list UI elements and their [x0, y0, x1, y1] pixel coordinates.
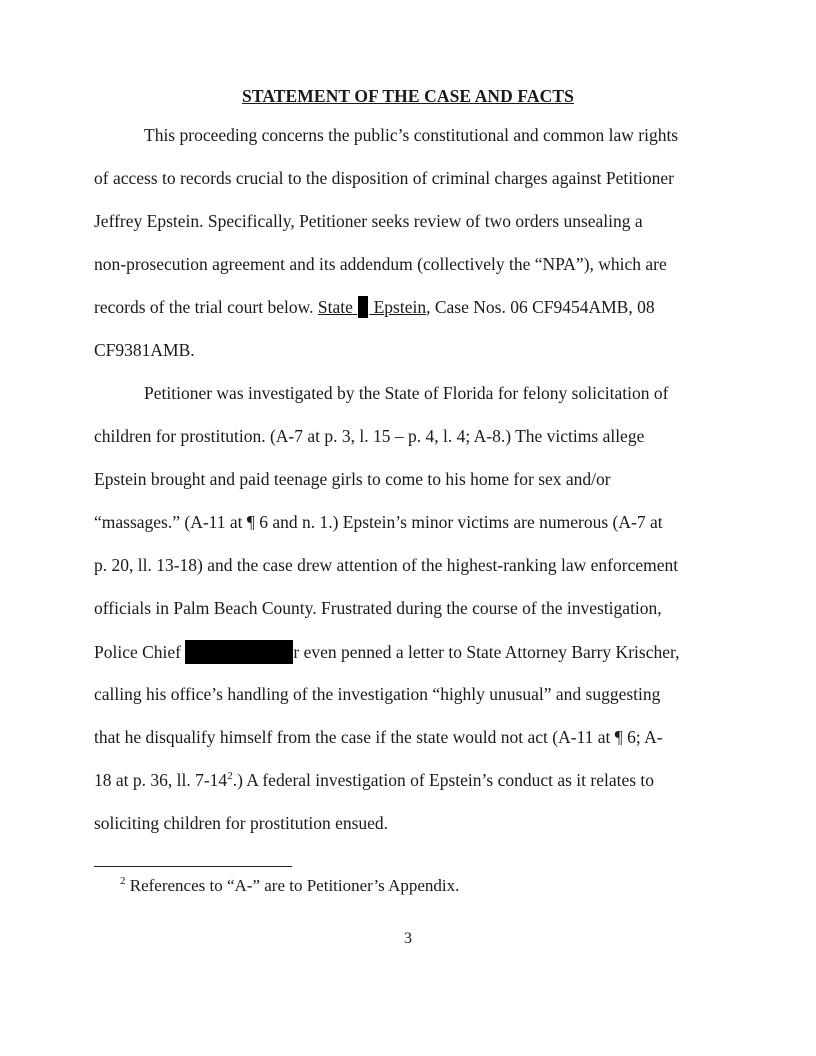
footnote-text: References to “A-” are to Petitioner’s Appendix. — [125, 876, 460, 895]
body-line-8: children for prostitution. (A-7 at p. 3, l. 15 – p. 4, l. 4; A-8.) The victims allege — [94, 426, 645, 446]
body-line-15: that he disqualify himself from the case if the state would not act (A-11 at ¶ 6; A- — [94, 727, 663, 747]
body-line-1: This proceeding concerns the public’s constitutional and common law rights — [144, 125, 679, 145]
footnote-ref: 2 — [227, 770, 233, 782]
page-number: 3 — [404, 930, 412, 947]
body-line-4: non-prosecution agreement and its addendum (collectively the “NPA”), which are — [94, 254, 667, 274]
body-line-17: soliciting children for prostitution ensued. — [94, 813, 389, 833]
line13-after: r even penned a letter to State Attorney Barry Krischer, — [293, 642, 680, 662]
body-line-3: Jeffrey Epstein. Specifically, Petitioner seeks review of two orders unsealing a — [94, 211, 643, 231]
line13-before: Police Chief — [94, 642, 186, 662]
line16-before: 18 at p. 36, ll. 7-14 — [94, 770, 228, 790]
body-line-6: CF9381AMB. — [94, 340, 195, 360]
body-line-11: p. 20, ll. 13-18) and the case drew attention of the highest-ranking law enforcement — [94, 555, 679, 575]
body-line-16 — [94, 769, 654, 791]
line16-after: .) A federal investigation of Epstein’s conduct as it relates to — [232, 770, 655, 790]
body-line-12: officials in Palm Beach County. Frustrated during the course of the investigation, — [94, 598, 662, 618]
body-line-5 — [94, 296, 655, 318]
line5-after: , Case Nos. 06 CF9454AMB, 08 — [426, 297, 655, 317]
body-line-14: calling his office’s handling of the investigation “highly unusual” and suggesting — [94, 684, 661, 704]
footnote — [120, 876, 459, 896]
body-line-9: Epstein brought and paid teenage girls to come to his home for sex and/or — [94, 469, 611, 489]
case-name-state: State — [317, 297, 358, 317]
body-line-13 — [94, 640, 679, 664]
footnote-divider — [94, 866, 292, 867]
section-heading: STATEMENT OF THE CASE AND FACTS — [242, 86, 574, 106]
footnote-number: 2 — [120, 875, 126, 887]
body-line-10: “massages.” (A-11 at ¶ 6 and n. 1.) Epstein’s minor victims are numerous (A-7 at — [94, 512, 663, 532]
case-name-epstein: Epstein — [369, 297, 427, 317]
redaction-box-small — [358, 296, 368, 318]
redaction-box-large — [185, 640, 293, 664]
body-line-7: Petitioner was investigated by the State of Florida for felony solicitation of — [144, 383, 669, 403]
line5-before: records of the trial court below. — [94, 297, 318, 317]
body-line-2: of access to records crucial to the disposition of criminal charges against Petitioner — [94, 168, 674, 188]
